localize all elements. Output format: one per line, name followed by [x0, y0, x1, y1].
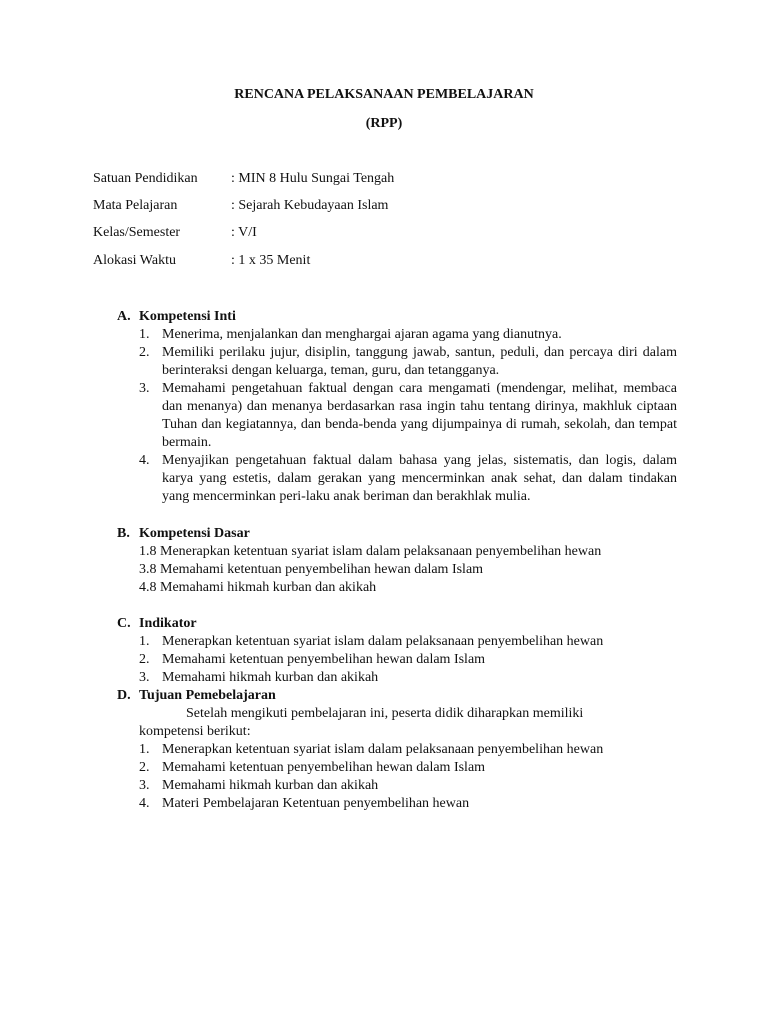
list-item — [117, 633, 677, 651]
section-indikator — [117, 615, 677, 687]
section-heading — [117, 525, 677, 543]
section-heading — [117, 308, 677, 326]
list-item — [117, 651, 677, 669]
list-text: Memahami pengetahuan faktual dengan cara mengamati (mendengar, melihat, membaca dan menanya) dan menanya berdasarkan rasa ingin tahu tentang dirinya, makhluk ciptaan Tuhan dan kegiatannya, dan benda-benda yang dijumpainya di rumah, sekolah, dan tempat bermain. — [162, 381, 677, 450]
section-heading-text: Kompetensi Inti — [139, 309, 236, 324]
identity-label: Alokasi Waktu — [93, 253, 176, 268]
section-kompetensi-inti — [117, 308, 677, 506]
identity-label: Mata Pelajaran — [93, 198, 178, 213]
list-text: Memiliki perilaku jujur, disiplin, tanggung jawab, santun, peduli, dan percaya diri dalam berinteraksi dengan keluarga, teman, guru, dan tetangganya. — [162, 345, 677, 378]
list-number: 1. — [139, 742, 150, 757]
list-number: 3. — [139, 381, 150, 396]
list-item: 4.8 Memahami hikmah kurban dan akikah — [139, 580, 377, 595]
numbered-list — [117, 741, 677, 813]
list-text: Memahami hikmah kurban dan akikah — [162, 670, 379, 685]
section-heading — [117, 615, 677, 633]
document-title: RENCANA PELAKSANAAN PEMBELAJARAN — [234, 87, 534, 102]
list-number: 1. — [139, 327, 150, 342]
list-item — [117, 741, 677, 759]
section-intro: Setelah mengikuti pembelajaran ini, peserta didik diharapkan memiliki kompetensi berikut: — [139, 706, 584, 739]
section-letter: D. — [117, 688, 131, 703]
competency-list — [117, 543, 677, 597]
list-item: 3.8 Memahami ketentuan penyembelihan hewan dalam Islam — [139, 562, 484, 577]
section-heading-text: Tujuan Pemebelajaran — [139, 688, 276, 703]
list-text: Memahami ketentuan penyembelihan hewan dalam Islam — [162, 760, 486, 775]
list-item — [117, 380, 677, 452]
list-text: Materi Pembelajaran Ketentuan penyembelihan hewan — [162, 796, 470, 811]
list-text: Menerapkan ketentuan syariat islam dalam pelaksanaan penyembelihan hewan — [162, 742, 604, 757]
list-number: 4. — [139, 453, 150, 468]
numbered-list — [117, 633, 677, 687]
numbered-list — [117, 326, 677, 506]
section-tujuan-pembelajaran — [117, 687, 677, 813]
section-letter: A. — [117, 309, 131, 324]
section-heading-text: Kompetensi Dasar — [139, 526, 250, 541]
identity-value: : V/I — [231, 225, 257, 240]
list-item — [117, 759, 677, 777]
list-number: 2. — [139, 652, 150, 667]
list-text: Memahami hikmah kurban dan akikah — [162, 778, 379, 793]
list-item — [117, 669, 677, 687]
section-kompetensi-dasar — [117, 525, 677, 597]
list-item — [117, 795, 677, 813]
list-number: 2. — [139, 760, 150, 775]
list-number: 3. — [139, 670, 150, 685]
list-item — [117, 452, 677, 506]
list-text: Menyajikan pengetahuan faktual dalam bahasa yang jelas, sistematis, dan logis, dalam karya yang estetis, dalam gerakan yang mencerminkan anak sehat, dan dalam tindakan yang mencerminkan peri-laku anak beriman dan berakhlak mulia. — [162, 453, 677, 504]
section-letter: C. — [117, 616, 131, 631]
list-text: Memahami ketentuan penyembelihan hewan dalam Islam — [162, 652, 486, 667]
document-subtitle: (RPP) — [365, 116, 403, 131]
list-item — [117, 326, 677, 344]
identity-label: Satuan Pendidikan — [93, 171, 198, 186]
list-text: Menerapkan ketentuan syariat islam dalam pelaksanaan penyembelihan hewan — [162, 634, 604, 649]
list-item — [117, 344, 677, 380]
list-item: 1.8 Menerapkan ketentuan syariat islam dalam pelaksanaan penyembelihan hewan — [139, 544, 602, 559]
list-item — [117, 777, 677, 795]
section-heading-text: Indikator — [139, 616, 197, 631]
identity-label: Kelas/Semester — [93, 225, 181, 240]
identity-value: : MIN 8 Hulu Sungai Tengah — [231, 171, 395, 186]
identity-value: : 1 x 35 Menit — [231, 253, 311, 268]
section-letter: B. — [117, 526, 130, 541]
list-text: Menerima, menjalankan dan menghargai ajaran agama yang dianutnya. — [162, 327, 562, 342]
list-number: 1. — [139, 634, 150, 649]
list-number: 3. — [139, 778, 150, 793]
list-number: 4. — [139, 796, 150, 811]
identity-value: : Sejarah Kebudayaan Islam — [231, 198, 389, 213]
list-number: 2. — [139, 345, 150, 360]
section-heading — [117, 687, 677, 705]
